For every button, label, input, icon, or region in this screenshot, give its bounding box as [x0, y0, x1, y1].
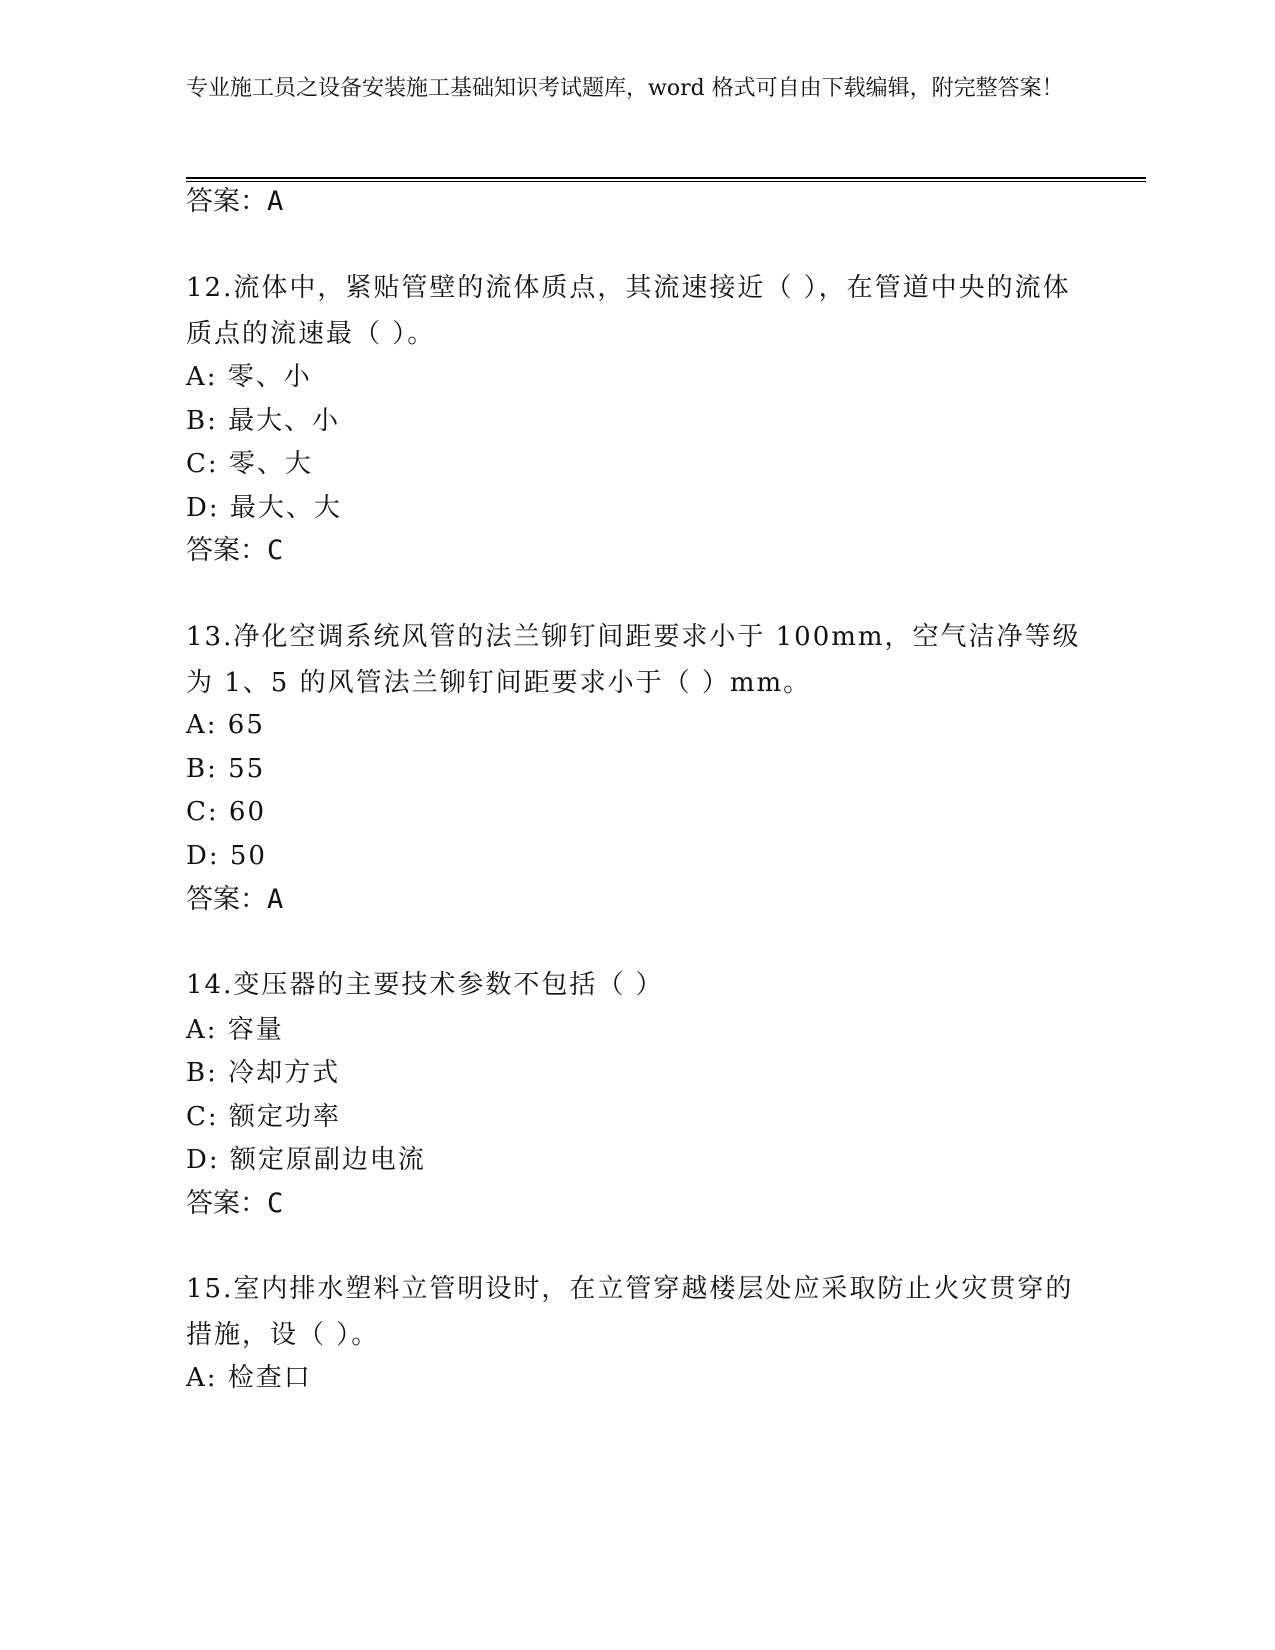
question-15-text: 15.室内排水塑料立管明设时，在立管穿越楼层处应采取防止火灾贯穿的措施，设（ ）。	[186, 1274, 1074, 1350]
question-13-option-c: C: 60	[186, 797, 267, 827]
answer-line: 答案：A	[186, 186, 284, 217]
question-14-option-a: A: 容量	[186, 1015, 284, 1045]
question-13-answer: 答案：A	[186, 884, 284, 915]
question-12-option-d: D: 最大、大	[186, 493, 342, 523]
question-14-option-b: B: 冷却方式	[186, 1058, 341, 1088]
question-14-text: 14.变压器的主要技术参数不包括（ ）	[186, 970, 664, 1000]
question-12-answer: 答案：C	[186, 535, 284, 566]
document-header: 专业施工员之设备安装施工基础知识考试题库，word 格式可自由下载编辑，附完整答案！	[186, 76, 1064, 101]
question-13-text: 13.净化空调系统风管的法兰铆钉间距要求小于 100mm，空气洁净等级为 1、5 的风管法兰铆钉间距要求小于（ ）mm。	[186, 622, 1081, 698]
header-rule	[186, 177, 1146, 179]
question-13-option-a: A: 65	[186, 710, 265, 740]
question-15-option-a: A: 检查口	[186, 1363, 312, 1393]
question-13-option-d: D: 50	[186, 841, 267, 871]
question-12-option-c: C: 零、大	[186, 449, 313, 479]
question-14-option-c: C: 额定功率	[186, 1102, 341, 1132]
question-12-option-a: A: 零、小	[186, 362, 312, 392]
question-14-option-d: D: 额定原副边电流	[186, 1145, 426, 1175]
question-14-answer: 答案：C	[186, 1188, 284, 1219]
question-12-option-b: B: 最大、小	[186, 406, 341, 436]
question-13-option-b: B: 55	[186, 754, 266, 784]
question-12-text: 12.流体中，紧贴管壁的流体质点，其流速接近（ ），在管道中央的流体质点的流速最（ ）。	[186, 273, 1071, 349]
header-rule-thin	[186, 181, 1146, 182]
